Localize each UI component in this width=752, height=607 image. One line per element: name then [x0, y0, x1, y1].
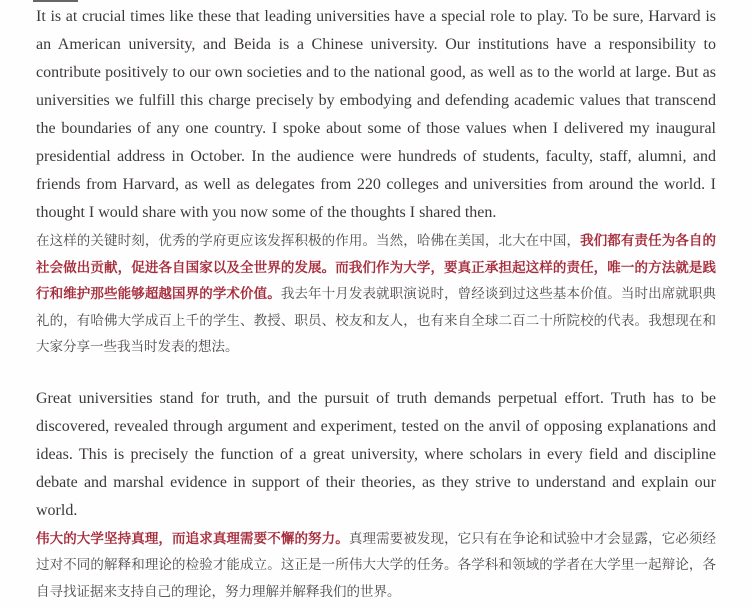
text-run: 真理需要被发现，它只有在争论和试验中才会显露，它必须经过对不同的解释和理论的检验才能成立。这正是一所伟大大学的任务。各学科和领域的学者在大学里一起辩论，各自寻找证据来支持自己的理论，努力理解并解释我们的世界。 [36, 530, 717, 599]
text-run: It is at crucial times like these that leading universities have a special role to play. To be sure, Harvard is an American university, and Beida is a Chinese university. Our institutions have a responsibility to contribute positively to our own societies and to the national good, as well as to the world at large. But as universities we fulfill this charge precisely by embodying and defending academic values that transcend the boundaries of any one country. I spoke about some of those values when I delivered my inaugural presidential address in October. In the audience were hundreds of students, faculty, staff, alumni, and friends from Harvard, as well as delegates from 220 colleges and universities from around the world. I thought I would share with you now some of the thoughts I shared then. [36, 8, 716, 221]
highlighted-text-run: 我们都有责任为各自的社会做出贡献，促进各自国家以及全世界的发展。而我们作为大学，要真正承担起这样的责任，唯一的方法就是践行和维护那些能够超越国界的学术价值。 [36, 233, 717, 301]
text-run: 我去年十月发表就职演说时，曾经谈到过这些基本价值。当时出席就职典礼的，有哈佛大学成百上千的学生、教授、职员、校友和友人，也有来自全球二百二十所院校的代表。我想现在和大家分享一些我当时发表的想法。 [36, 286, 717, 354]
clipped-previous-line-artifact [33, 0, 78, 2]
text-run: 在这样的关键时刻，优秀的学府更应该发挥积极的作用。当然，哈佛在美国，北大在中国， [36, 233, 581, 248]
chinese-translation-paragraph-2 [36, 526, 716, 606]
english-paragraph-1 [36, 3, 716, 227]
text-run: Great universities stand for truth, and the pursuit of truth demands perpetual effort. Truth has to be discovered, revealed through argument and experiment, tested on the anvil of opposing explanations and ideas. This is precisely the function of a great university, where scholars in every field and discipline debate and marshal evidence in support of their theories, as they strive to understand and explain our world. [36, 389, 716, 519]
english-paragraph-2 [36, 385, 716, 525]
highlighted-text-run: 伟大的大学坚持真理，而追求真理需要不懈的努力。 [36, 530, 349, 546]
chinese-translation-paragraph-1 [36, 228, 716, 361]
